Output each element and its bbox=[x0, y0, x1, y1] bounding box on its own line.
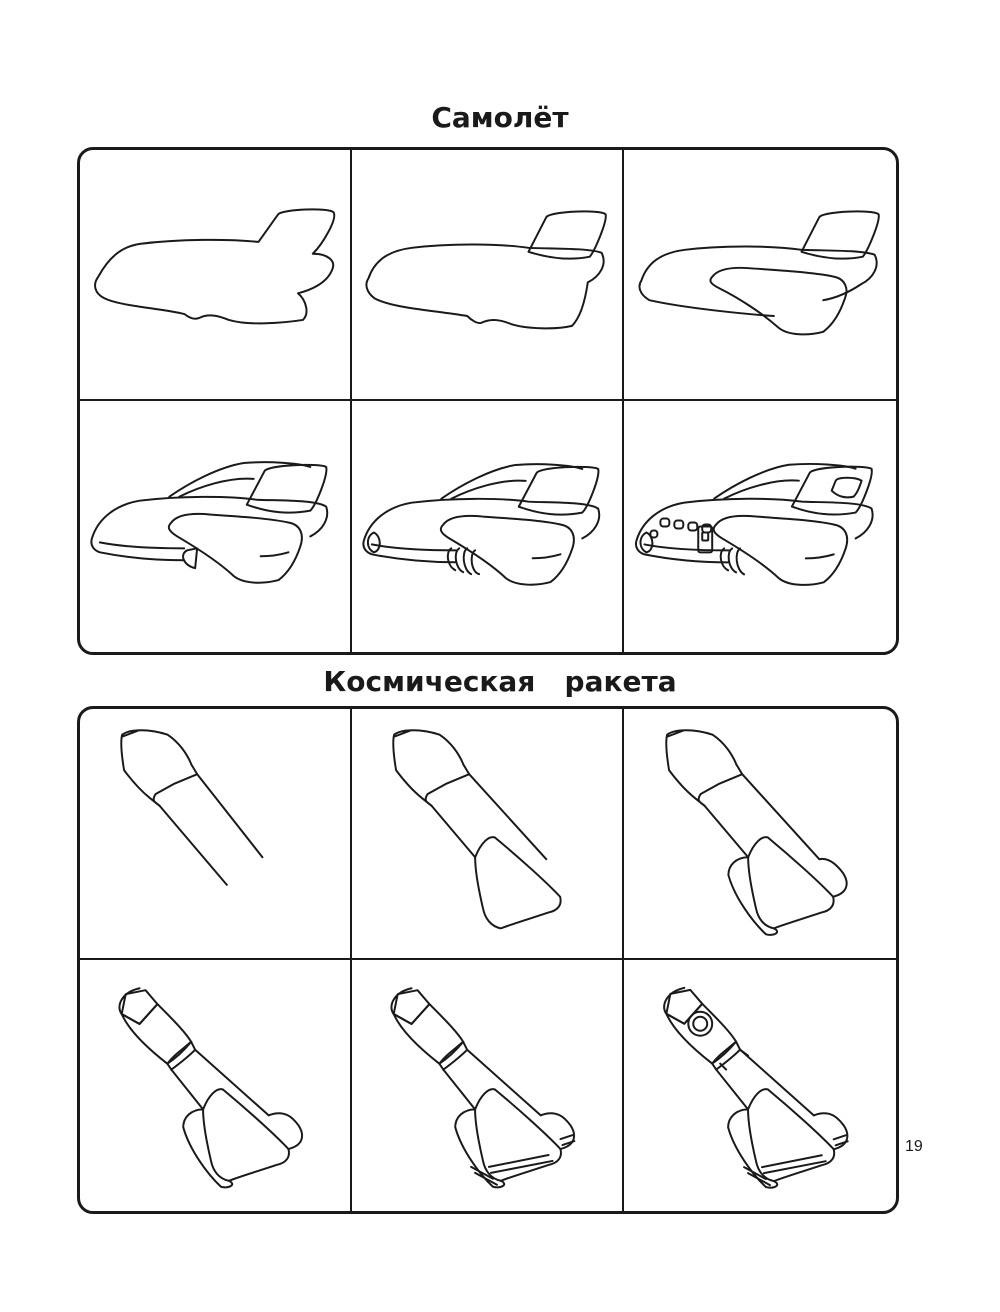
airplane-step-5 bbox=[352, 401, 624, 652]
rocket-section-title: Космическая ракета bbox=[323, 665, 677, 698]
rocket-step-6 bbox=[624, 960, 896, 1211]
rocket-step-4 bbox=[80, 960, 352, 1211]
airplane-step-5-drawing bbox=[352, 401, 622, 652]
airplane-steps-grid bbox=[77, 147, 899, 655]
airplane-step-2 bbox=[352, 150, 624, 401]
rocket-step-3-drawing bbox=[624, 709, 896, 958]
page-number: 19 bbox=[905, 1138, 923, 1155]
airplane-section-title: Самолёт bbox=[431, 101, 569, 134]
rocket-step-5 bbox=[352, 960, 624, 1211]
airplane-step-1 bbox=[80, 150, 352, 401]
airplane-step-6 bbox=[624, 401, 896, 652]
rocket-step-6-drawing bbox=[624, 960, 896, 1211]
rocket-step-5-drawing bbox=[352, 960, 622, 1211]
rocket-step-1 bbox=[80, 709, 352, 960]
rocket-step-3 bbox=[624, 709, 896, 960]
airplane-step-3 bbox=[624, 150, 896, 401]
airplane-step-4 bbox=[80, 401, 352, 652]
rocket-step-4-drawing bbox=[80, 960, 350, 1211]
rocket-steps-grid bbox=[77, 706, 899, 1214]
airplane-step-2-drawing bbox=[352, 150, 622, 399]
rocket-step-2-drawing bbox=[352, 709, 622, 958]
airplane-step-1-drawing bbox=[80, 150, 350, 399]
rocket-step-1-drawing bbox=[80, 709, 350, 958]
rocket-step-2 bbox=[352, 709, 624, 960]
airplane-step-6-drawing bbox=[624, 401, 896, 652]
airplane-step-3-drawing bbox=[624, 150, 896, 399]
airplane-step-4-drawing bbox=[80, 401, 350, 652]
